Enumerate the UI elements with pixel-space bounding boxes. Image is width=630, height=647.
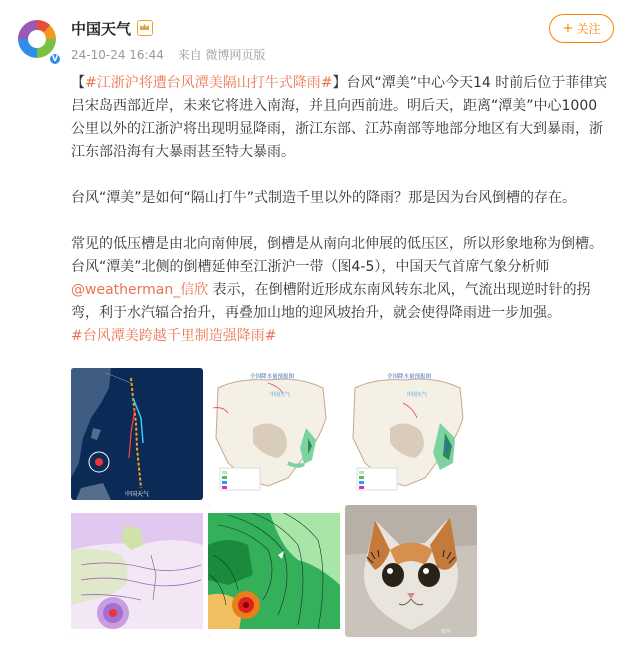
- typhoon-track-map-image[interactable]: [71, 368, 203, 500]
- paragraph-1-text: 台风“潭美”中心今天14 时前后位于菲律宾吕宋岛西部近岸，未来它将进入南海，并且向西前进。明后天，距离“潭美”中心1000公里以外的江浙沪将出现明显降雨，浙江东部、江苏南部等地部分地区有大到暴雨，浙江东部沿海有大暴雨甚至特大暴雨。: [71, 75, 608, 160]
- wind-field-chart-image[interactable]: [208, 505, 340, 637]
- map-logo: 中国天气: [270, 392, 291, 398]
- image-watermark: 微博: [441, 629, 452, 635]
- image-gallery: [71, 368, 477, 638]
- post-body: [71, 72, 611, 371]
- image-watermark: 中国天气: [125, 491, 150, 498]
- map-title: 全国降水量预报图: [387, 374, 432, 380]
- bracket-close: 】: [332, 75, 347, 91]
- post-header: [0, 0, 630, 72]
- post-source: 来自 微博网页版: [177, 48, 266, 62]
- plus-icon: +: [562, 21, 574, 36]
- paragraph-2: 台风“潭美”是如何“隔山打牛”式制造千里以外的降雨？那是因为台风倒槽的存在。: [71, 190, 577, 206]
- paragraph-1: [71, 72, 611, 164]
- paragraph-3: [71, 233, 611, 348]
- follow-label: 关注: [576, 22, 601, 36]
- follow-button[interactable]: [549, 14, 614, 43]
- verified-badge-icon: V: [48, 52, 62, 66]
- hashtag-link[interactable]: #江浙沪将遭台风潭美隔山打牛式降雨#: [85, 75, 333, 91]
- pressure-analysis-chart-image[interactable]: [71, 505, 203, 637]
- rainfall-forecast-map-image-2[interactable]: [345, 368, 477, 500]
- vip-crown-icon: [137, 20, 153, 36]
- bracket-open: 【: [71, 75, 85, 91]
- mention-link[interactable]: @weatherman_信欣: [71, 282, 209, 298]
- account-name[interactable]: 中国天气: [71, 20, 132, 38]
- map-logo: 中国天气: [407, 392, 428, 398]
- map-title: 全国降水量预报图: [250, 374, 295, 380]
- paragraph-3-text-before: 常见的低压槽是由北向南伸展，倒槽是从南向北伸展的低压区，所以形象地称为倒槽。台风“潭美”北侧的倒槽延伸至江浙沪一带（图4-5），中国天气首席气象分析师: [71, 236, 603, 275]
- post-meta: [71, 46, 276, 63]
- post-timestamp[interactable]: 24-10-24 16:44: [71, 48, 164, 62]
- rainfall-forecast-map-image-1[interactable]: [208, 368, 340, 500]
- paragraph-3-text-after: 表示，在倒槽附近形成东南风转东北风，气流出现逆时针的拐弯，利于水汽辐合抬升，再叠加山地的迎风坡抬升，就会使得降雨进一步加强。: [71, 282, 591, 321]
- cat-meme-image[interactable]: [345, 505, 477, 637]
- hashtag-link-2[interactable]: #台风潭美跨越千里制造强降雨#: [71, 328, 277, 344]
